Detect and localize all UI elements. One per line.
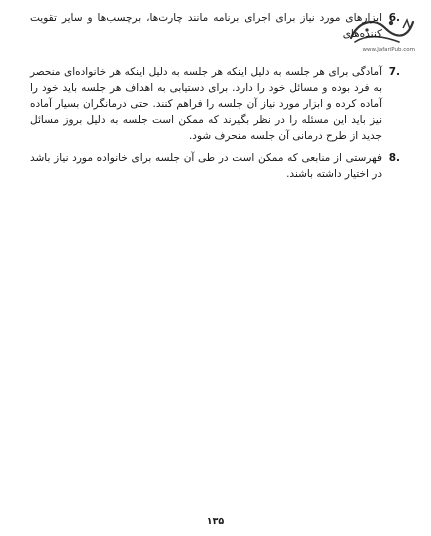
publisher-logo-caption: www.JafariPub.com: [362, 47, 415, 53]
list-item-8: [30, 150, 400, 182]
list-item-text: ابزارهای مورد نیاز برای اجرای برنامه مانند چارت‌ها، برچسب‌ها و سایر تقویت کننده‌های: [30, 12, 382, 40]
list-item-number: 7.: [388, 66, 400, 78]
document-body: [30, 10, 400, 188]
list-item-number: 6.: [388, 12, 400, 24]
page-number: ۱۳۵: [206, 516, 225, 527]
list-item-text: آمادگی برای هر جلسه به دلیل اینکه هر جلسه به دلیل اینکه هر خانواده‌ای منحصر به فرد بوده و مسائل خود را دارد. برای دستیابی به اهداف هر جلسه باید خود را آماده کرده و ابزار مورد نیاز آن جلسه را فراهم کنند. حتی درمانگران بسیار آماده نیز باید این مسئله را در نظر بگیرند که ممکن است جلسه به دلیل بروز مسائل جدید از طرح درمانی آن جلسه منحرف شود.: [30, 66, 382, 142]
list-item-6: [30, 10, 400, 42]
list-item-7: [30, 64, 400, 144]
list-item-number: 8.: [388, 152, 400, 164]
list-item-text: فهرستی از منابعی که ممکن است در طی آن جلسه برای خانواده مورد نیاز باشد در اختیار داشته باشند.: [30, 152, 382, 180]
